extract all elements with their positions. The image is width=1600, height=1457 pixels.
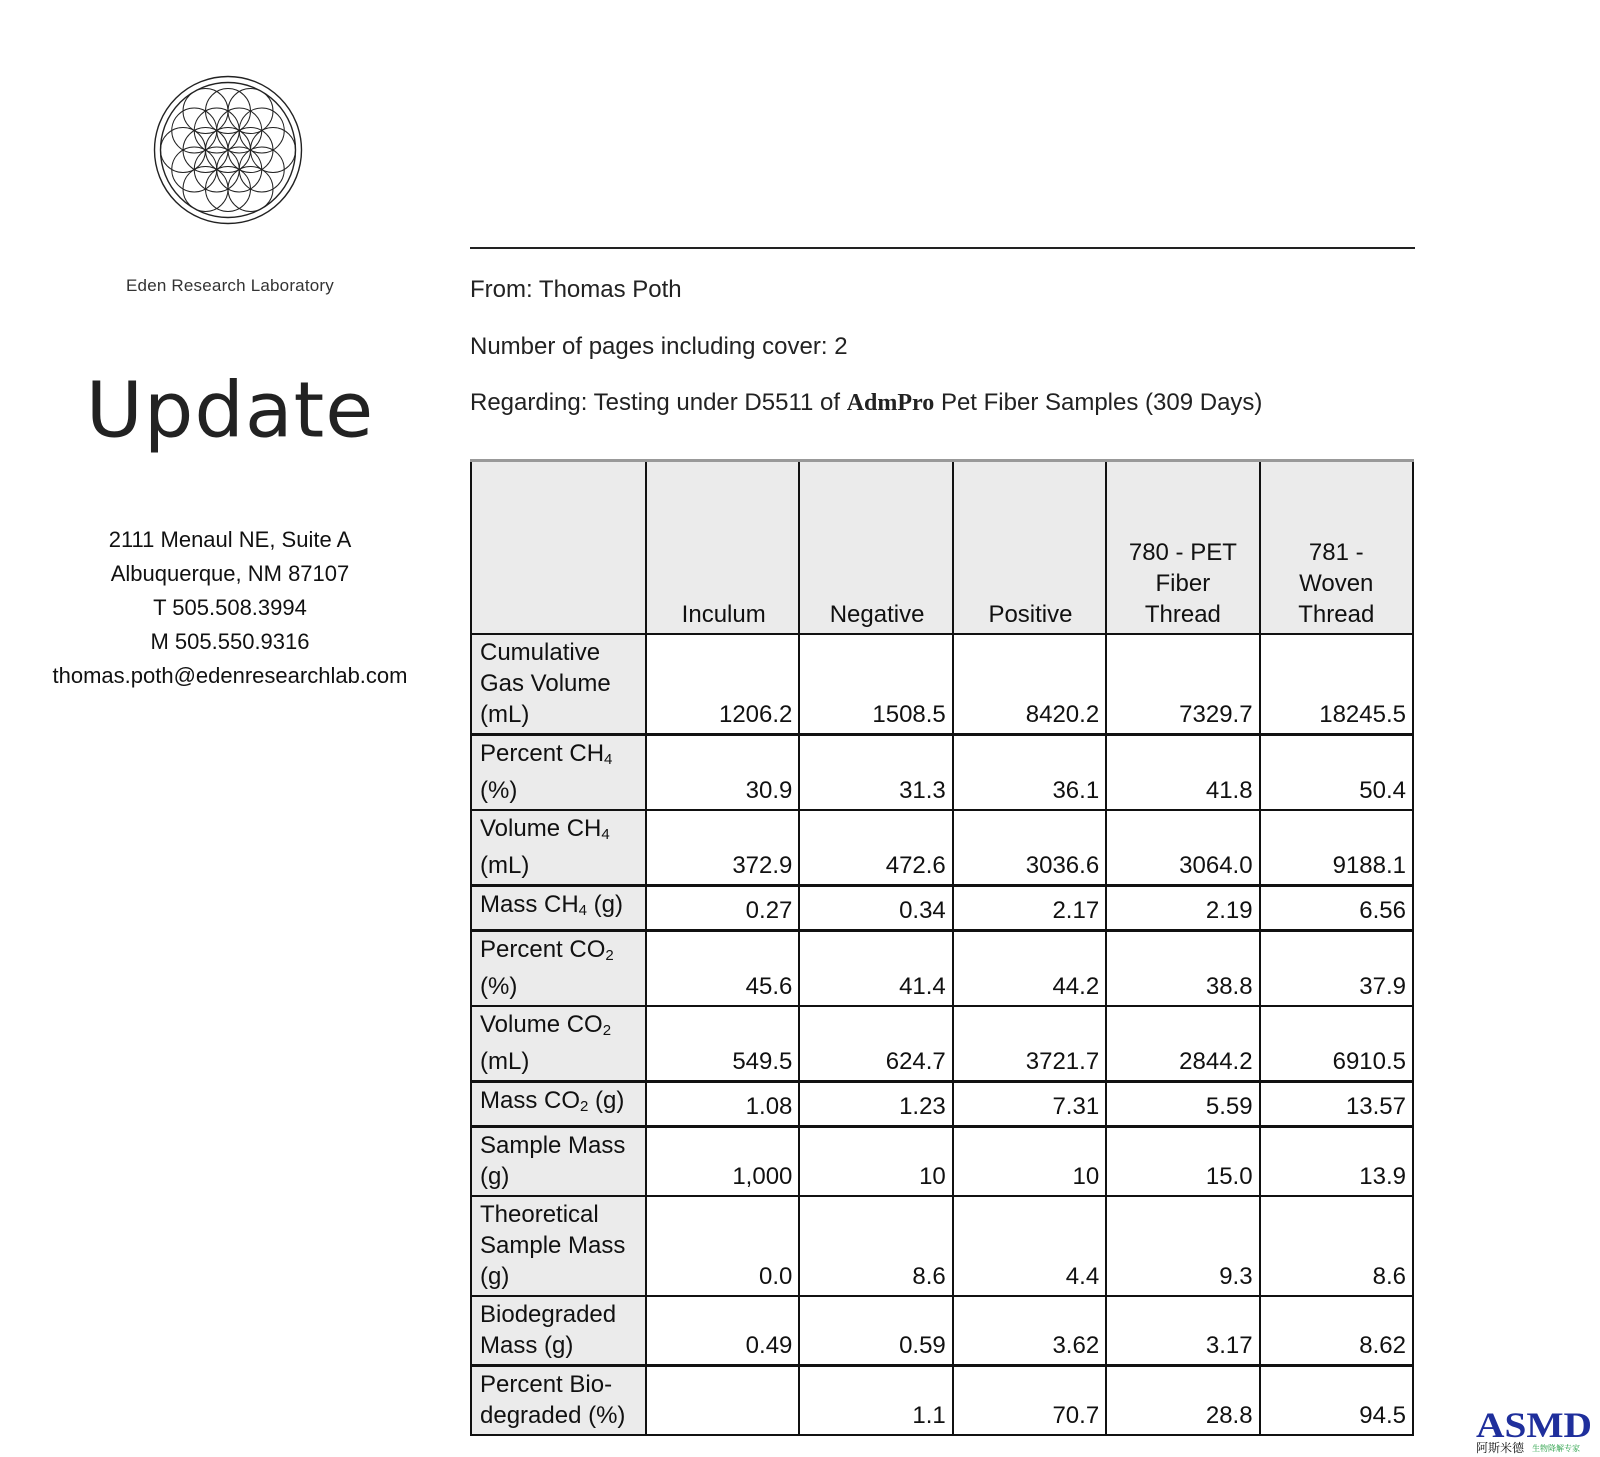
table-cell: 0.34 (799, 886, 952, 931)
table-cell: 3.17 (1106, 1296, 1259, 1366)
header-rule (470, 247, 1415, 249)
table-cell: 30.9 (646, 735, 799, 811)
sidebar (0, 0, 460, 1457)
table-cell: 7329.7 (1106, 634, 1259, 735)
asmd-watermark-logo (1474, 1405, 1596, 1455)
table-cell: 8.6 (799, 1196, 952, 1296)
table-cell: 31.3 (799, 735, 952, 811)
row-label-text: Cumulative Gas Volume (mL) (480, 639, 611, 728)
table-cell: 0.27 (646, 886, 799, 931)
table-cell: 0.0 (646, 1196, 799, 1296)
table-cell: 6.56 (1260, 886, 1413, 931)
row-label-unit: (%) (480, 777, 518, 804)
row-label-subscript: 2 (605, 947, 614, 964)
table-cell: 372.9 (646, 810, 799, 886)
row-label (471, 886, 646, 931)
column-header: 780 - PET Fiber Thread (1106, 461, 1259, 635)
table-row (471, 1196, 1413, 1296)
regarding-brand: AdmPro (846, 390, 935, 416)
row-label-text: Mass CH (480, 891, 579, 918)
row-label-subscript: 4 (604, 751, 613, 768)
results-table (470, 459, 1414, 1436)
table-cell: 0.59 (799, 1296, 952, 1366)
table-cell: 94.5 (1260, 1366, 1413, 1436)
row-label-text: Sample Mass (g) (480, 1132, 626, 1190)
table-row (471, 634, 1413, 735)
row-label-text: Percent CO (480, 936, 606, 963)
lab-name: Eden Research Laboratory (126, 276, 334, 295)
pages-line (470, 333, 848, 361)
table-cell: 13.57 (1260, 1082, 1413, 1127)
table-header-row (471, 461, 1413, 635)
table-cell: 2.17 (953, 886, 1106, 931)
table-cell: 1206.2 (646, 634, 799, 735)
table-cell: 1508.5 (799, 634, 952, 735)
row-label (471, 931, 646, 1007)
table-cell: 1.08 (646, 1082, 799, 1127)
table-cell: 3.62 (953, 1296, 1106, 1366)
table-cell: 41.4 (799, 931, 952, 1007)
from-line (470, 276, 682, 304)
table-cell: 3064.0 (1106, 810, 1259, 886)
column-header: Positive (953, 461, 1106, 635)
table-cell: 2844.2 (1106, 1006, 1259, 1082)
table-cell: 50.4 (1260, 735, 1413, 811)
table-cell: 10 (953, 1127, 1106, 1197)
row-label-text: Volume CO (480, 1011, 603, 1038)
flower-of-life-logo-icon (118, 40, 338, 260)
table-row (471, 1296, 1413, 1366)
table-cell: 549.5 (646, 1006, 799, 1082)
watermark-subtext: 阿斯米德 (1476, 1441, 1525, 1455)
column-header: Negative (799, 461, 952, 635)
from-value: Thomas Poth (538, 276, 682, 303)
row-label-unit: (mL) (480, 1048, 530, 1075)
row-label (471, 1082, 646, 1127)
table-cell: 1,000 (646, 1127, 799, 1197)
row-label (471, 1296, 646, 1366)
table-row (471, 810, 1413, 886)
table-cell: 70.7 (953, 1366, 1106, 1436)
table-cell: 28.8 (1106, 1366, 1259, 1436)
table-row (471, 931, 1413, 1007)
table-cell: 1.23 (799, 1082, 952, 1127)
watermark-text: ASMD (1476, 1405, 1592, 1445)
table-cell: 44.2 (953, 931, 1106, 1007)
regarding-post: Pet Fiber Samples (309 Days) (934, 389, 1263, 416)
row-label-unit: (mL) (480, 852, 530, 879)
regarding-line (470, 389, 1262, 417)
row-label (471, 1127, 646, 1197)
row-label (471, 1366, 646, 1436)
table-cell: 41.8 (1106, 735, 1259, 811)
table-cell: 0.49 (646, 1296, 799, 1366)
table-corner-cell (471, 461, 646, 635)
table-cell: 38.8 (1106, 931, 1259, 1007)
table-cell: 8.62 (1260, 1296, 1413, 1366)
phone-number: T 505.508.3994 (153, 595, 307, 620)
table-cell: 36.1 (953, 735, 1106, 811)
address-line-2: Albuquerque, NM 87107 (110, 561, 350, 586)
pages-value: 2 (834, 333, 848, 360)
table-cell: 624.7 (799, 1006, 952, 1082)
regarding-label: Regarding: (470, 389, 594, 416)
table-cell: 1.1 (799, 1366, 952, 1436)
row-label (471, 1006, 646, 1082)
contact-block (0, 523, 460, 693)
row-label-text: Mass CO (480, 1087, 581, 1114)
table-cell: 5.59 (1106, 1082, 1259, 1127)
row-label (471, 1196, 646, 1296)
table-cell: 6910.5 (1260, 1006, 1413, 1082)
row-label-unit: (%) (480, 973, 518, 1000)
watermark-tagline: 生物降解专家 (1532, 1444, 1580, 1453)
page-title: Update (85, 366, 375, 456)
row-label-subscript: 2 (580, 1098, 589, 1115)
table-cell: 37.9 (1260, 931, 1413, 1007)
row-label-subscript: 4 (578, 902, 588, 919)
table-cell: 45.6 (646, 931, 799, 1007)
table-cell: 2.19 (1106, 886, 1259, 931)
table-cell: 7.31 (953, 1082, 1106, 1127)
table-row (471, 1006, 1413, 1082)
table-cell: 472.6 (799, 810, 952, 886)
column-header: Inculum (646, 461, 799, 635)
table-row (471, 1082, 1413, 1127)
table-cell: 4.4 (953, 1196, 1106, 1296)
from-label: From: (470, 276, 539, 303)
table-cell: 8.6 (1260, 1196, 1413, 1296)
email-address: thomas.poth@edenresearchlab.com (52, 663, 408, 688)
row-label-unit: (g) (588, 1087, 625, 1114)
table-cell: 3721.7 (953, 1006, 1106, 1082)
table-cell: 9.3 (1106, 1196, 1259, 1296)
row-label-text: Volume CH (480, 815, 602, 842)
table-cell: 10 (799, 1127, 952, 1197)
row-label-text: Theoretical Sample Mass (g) (480, 1201, 626, 1290)
table-cell: 13.9 (1260, 1127, 1413, 1197)
mobile-number: M 505.550.9316 (150, 629, 310, 654)
row-label (471, 735, 646, 811)
table-row (471, 1127, 1413, 1197)
table-row (471, 1366, 1413, 1436)
pages-label: Number of pages including cover: (470, 333, 835, 360)
table-row (471, 735, 1413, 811)
address-line-1: 2111 Menaul NE, Suite A (108, 527, 352, 552)
row-label (471, 810, 646, 886)
table-row (471, 886, 1413, 931)
table-cell: 18245.5 (1260, 634, 1413, 735)
row-label-subscript: 4 (601, 826, 610, 843)
row-label-text: Percent CH (480, 740, 605, 767)
table-cell: 3036.6 (953, 810, 1106, 886)
row-label-subscript: 2 (602, 1022, 612, 1039)
table-cell: 15.0 (1106, 1127, 1259, 1197)
row-label (471, 634, 646, 735)
table-cell: 9188.1 (1260, 810, 1413, 886)
row-label-text: Percent Bio-degraded (%) (480, 1371, 626, 1429)
regarding-pre: Testing under D5511 of (593, 389, 847, 416)
column-header: 781 - Woven Thread (1260, 461, 1413, 635)
row-label-unit: (g) (587, 891, 624, 918)
table-cell (646, 1366, 799, 1436)
row-label-text: Biodegraded Mass (g) (480, 1301, 617, 1359)
table-cell: 8420.2 (953, 634, 1106, 735)
